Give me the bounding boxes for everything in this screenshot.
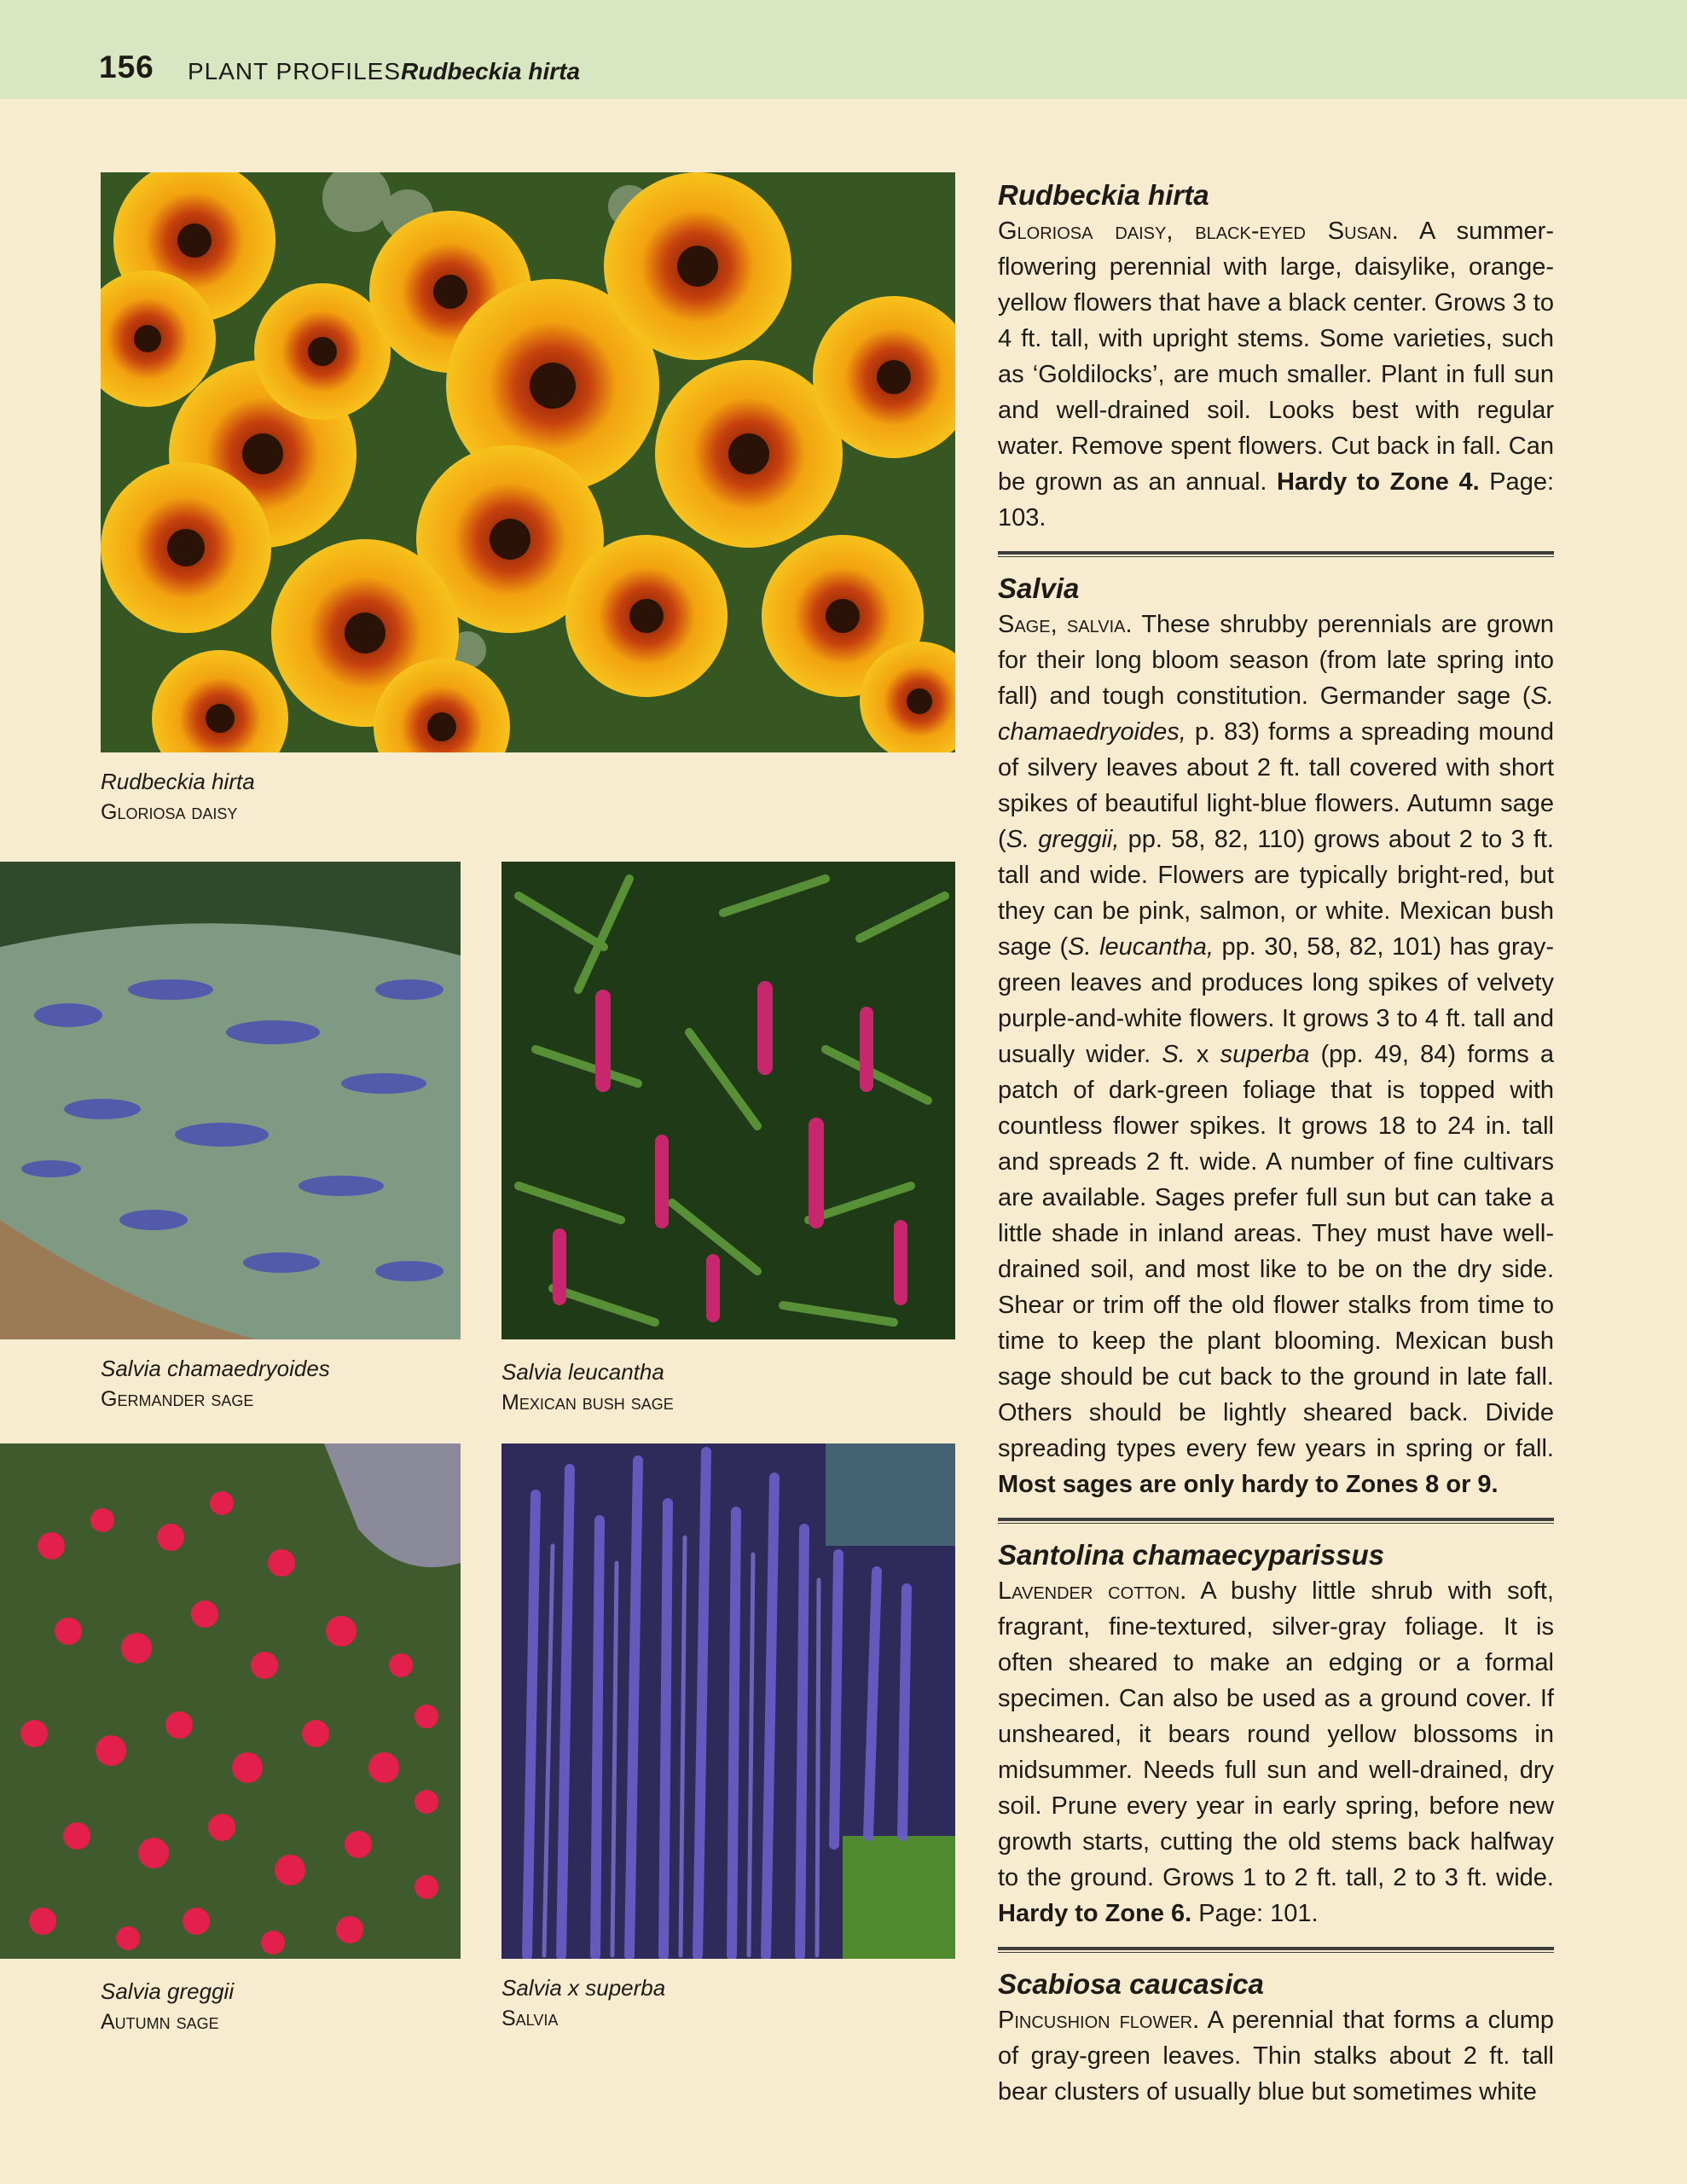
species-ref: S. leucantha, xyxy=(1068,933,1214,961)
description: (pp. 49, 84) forms a patch of dark-green foliage that is topped with countless flower spikes. It grows 18 to 24 in. tall and spreads 2 ft. wide. A number of fine cultivars are available. Sages prefer full sun but can take a little shade in inland areas. They must have well-drained soil, and most like to be on the dry side. Shear or trim off the old flower stalks from time to time to keep the plant blooming. Mexican bush sage should be cut back to the ground in late fall. Others should be lightly sheared back. Divide spreading types every few years in spring or fall. xyxy=(998,1041,1554,1462)
mexican-bush-sage-photo xyxy=(501,862,955,1339)
entry-body xyxy=(998,1573,1554,1931)
species-ref: S. chamaedryoides, xyxy=(998,682,1554,746)
rudbeckia-caption xyxy=(101,766,255,828)
caption-scientific-name: Salvia greggii xyxy=(101,1978,235,2004)
caption-common-name: Mexican bush sage xyxy=(501,1391,674,1414)
page-reference: Page: 103. xyxy=(998,468,1555,531)
species-ref: superba xyxy=(1220,1041,1310,1068)
divider-rule xyxy=(998,551,1554,557)
caption-scientific-name: Salvia leucantha xyxy=(501,1359,664,1385)
entry-title: Santolina chamaecyparissus xyxy=(998,1539,1385,1571)
caption-scientific-name: Rudbeckia hirta xyxy=(101,769,255,794)
description: pp. 30, 58, 82, 101) has gray-green leaves and produces long spikes of velvety purple-and-white flowers. It grows 3 to 4 ft. tall and usually wider. xyxy=(998,933,1554,1068)
description: A summer-flowering perennial with large, daisylike, orange-yellow flowers that have a black center. Grows 3 to 4 ft. tall, with upright stems. Some varieties, such as ‘Goldilocks’, are much smaller. Plant in full sun and well-drained soil. Looks best with regular water. Remove spent flowers. Cut back in fall. Can be grown as an annual. xyxy=(998,218,1554,496)
page-reference: Page: 101. xyxy=(1191,1900,1319,1927)
entry-title: Scabiosa caucasica xyxy=(998,1968,1264,2000)
description: A perennial that forms a clump of gray-green leaves. Thin stalks about 2 ft. tall bear clusters of usually blue but sometimes white xyxy=(998,2007,1554,2106)
hardiness: Hardy to Zone 6. xyxy=(998,1900,1192,1927)
caption-common-name: Gloriosa daisy xyxy=(101,800,238,824)
page-number: 156 xyxy=(99,49,154,84)
description: pp. 58, 82, 110) grows about 2 to 3 ft. tall and wide. Flowers are typically bright-red, but they can be pink, salmon, or white. Mexican bush sage ( xyxy=(998,826,1554,961)
germander-caption xyxy=(101,1353,330,1414)
header-species: Rudbeckia hirta xyxy=(401,58,581,84)
description: A bushy little shrub with soft, fragrant, fine-textured, silver-gray foliage. It is often sheared to make an edging or a formal specimen. Can also be used as a ground cover. If unsheared, it bears round yellow blossoms in midsummer. Needs full sun and well-drained, dry soil. Prune every year in early spring, before new growth starts, cutting the old stems back halfway to the ground. Grows 1 to 2 ft. tall, 2 to 3 ft. wide. xyxy=(998,1577,1554,1891)
species-ref: S. xyxy=(1162,1041,1186,1068)
hybrid-mark: x xyxy=(1185,1041,1220,1068)
description: p. 83) forms a spreading mound of silvery leaves about 2 ft. tall covered with short spikes of beautiful light-blue flowers. Autumn sage ( xyxy=(998,718,1554,853)
entry-body xyxy=(998,607,1554,1502)
section-label: PLANT PROFILES xyxy=(188,58,402,84)
common-names: Gloriosa daisy, black-eyed Susan. xyxy=(998,218,1399,245)
entry-scabiosa xyxy=(998,1966,1554,2110)
superba-caption xyxy=(501,1972,665,2034)
caption-common-name: Germander sage xyxy=(101,1387,254,1411)
hardiness: Hardy to Zone 4. xyxy=(1277,468,1480,496)
entry-rudbeckia xyxy=(998,177,1554,536)
species-ref: S. greggii, xyxy=(1006,826,1120,853)
common-names: Sage, salvia. xyxy=(998,611,1133,638)
divider-rule xyxy=(998,1518,1554,1524)
divider-rule xyxy=(998,1947,1554,1953)
rudbeckia-photo xyxy=(101,172,955,752)
caption-scientific-name: Salvia chamaedryoides xyxy=(101,1356,330,1381)
germander-sage-photo xyxy=(0,862,461,1339)
entry-salvia xyxy=(998,571,1554,1502)
autumn-sage-photo xyxy=(0,1443,461,1959)
caption-scientific-name: Salvia x superba xyxy=(501,1975,666,2001)
caption-common-name: Salvia xyxy=(501,2007,559,2030)
entry-santolina xyxy=(998,1537,1554,1931)
entry-title: Rudbeckia hirta xyxy=(998,179,1209,211)
caption-common-name: Autumn sage xyxy=(101,2010,219,2034)
entry-title: Salvia xyxy=(998,572,1080,604)
common-names: Lavender cotton. xyxy=(998,1577,1187,1605)
leucantha-caption xyxy=(501,1356,674,1418)
common-names: Pincushion flower. xyxy=(998,2007,1200,2034)
entry-body xyxy=(998,213,1554,536)
text-column xyxy=(998,177,1554,2110)
entry-body xyxy=(998,2002,1554,2110)
greggii-caption xyxy=(101,1976,234,2037)
hardiness: Most sages are only hardy to Zones 8 or 9. xyxy=(998,1471,1499,1498)
salvia-superba-photo xyxy=(501,1443,955,1959)
description: These shrubby perennials are grown for their long bloom season (from late spring into fall) and tough constitution. Germander sage ( xyxy=(998,611,1554,710)
